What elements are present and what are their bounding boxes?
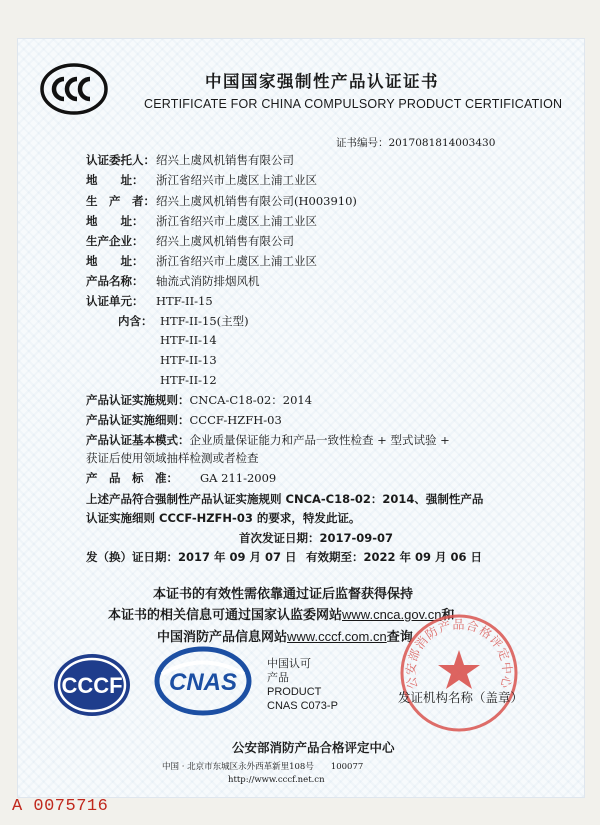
accreditation-line-4: CNAS C073-P — [267, 700, 338, 712]
factory-value: 绍兴上虞风机销售有限公司 — [156, 234, 294, 248]
rules-value: CNCA-C18-02：2014 — [189, 393, 313, 407]
cccf-website-link[interactable]: www.cccf.com.cn — [287, 629, 387, 644]
first-issue-date: 首次发证日期：2017-09-07 — [239, 531, 394, 545]
ccc-logo-icon — [40, 63, 108, 115]
manufacturer-row — [86, 193, 357, 209]
unit-value: HTF-II-15 — [156, 294, 213, 308]
standard-label: 产 品 标 准： — [86, 471, 178, 485]
rules-row — [86, 392, 312, 408]
cccf-logo-icon — [52, 652, 132, 718]
address1-value: 浙江省绍兴市上虞区上浦工业区 — [156, 173, 317, 187]
address2-label: 地 址： — [86, 214, 144, 228]
address3-label: 地 址： — [86, 254, 144, 268]
contains-item: HTF-II-14 — [160, 333, 217, 347]
notice-line-3-suffix: 查询 — [386, 630, 413, 645]
address3-row — [86, 253, 317, 269]
contains-item: HTF-II-15(主型) — [160, 314, 249, 328]
mode-value-continued: 获证后使用领域抽样检测或者检查 — [86, 451, 259, 465]
serial-number: A 0075716 — [12, 797, 109, 816]
issuer-signature-label: 发证机构名称（盖章） — [398, 690, 524, 705]
mode-value: 企业质量保证能力和产品一致性检查 + 型式试验 + — [189, 433, 450, 447]
address1-row — [86, 172, 317, 188]
mode-label: 产品认证基本模式： — [86, 433, 190, 447]
product-label: 产品名称： — [86, 274, 144, 288]
certificate-number: 证书编号：2017081814003430 — [336, 137, 496, 149]
standard-value: GA 211-2009 — [200, 471, 277, 485]
notice-line-2-suffix: 和 — [441, 608, 455, 623]
seal-text: 公安部消防产品合格评定中心 — [403, 617, 515, 691]
statement-line-2: 认证实施细则 CCCF-HZFH-03 的要求，特发此证。 — [86, 511, 361, 525]
details-value: CCCF-HZFH-03 — [189, 413, 282, 427]
issue-date: 发（换）证日期：2017 年 09 月 07 日 — [86, 550, 297, 564]
notice-line-3-prefix: 中国消防产品信息网站 — [157, 630, 288, 645]
certificate-title-en: CERTIFICATE FOR CHINA COMPULSORY PRODUCT CERTIFICATION — [144, 97, 563, 111]
contains-label: 内含： — [118, 314, 153, 328]
address2-value: 浙江省绍兴市上虞区上浦工业区 — [156, 214, 317, 228]
product-value: 轴流式消防排烟风机 — [156, 274, 260, 288]
factory-label: 生产企业： — [86, 234, 144, 248]
accreditation-line-2: 产品 — [267, 672, 289, 684]
factory-row — [86, 233, 294, 249]
details-row — [86, 412, 282, 428]
unit-label: 认证单元： — [86, 294, 144, 308]
accreditation-line-3: PRODUCT — [267, 686, 322, 698]
manufacturer-value: 绍兴上虞风机销售有限公司(H003910) — [156, 194, 357, 208]
accreditation-block — [267, 657, 338, 713]
official-seal-stamp — [398, 612, 520, 734]
accreditation-line-1: 中国认可 — [267, 658, 311, 670]
expiry-date: 有效期至：2022 年 09 月 06 日 — [306, 550, 483, 564]
cnas-logo-icon — [154, 646, 252, 716]
issuing-center-name: 公安部消防产品合格评定中心 — [232, 740, 395, 755]
applicant-row — [86, 152, 294, 168]
address3-value: 浙江省绍兴市上虞区上浦工业区 — [156, 254, 317, 268]
mode-row — [86, 432, 450, 448]
details-label: 产品认证实施细则： — [86, 413, 190, 427]
contains-item: HTF-II-12 — [160, 373, 217, 387]
product-row — [86, 273, 260, 289]
rules-label: 产品认证实施规则： — [86, 393, 190, 407]
cnas-logo-text: CNAS — [168, 669, 238, 696]
notice-line-2-prefix: 本证书的相关信息可通过国家认监委网站 — [108, 608, 343, 623]
address1-label: 地 址： — [86, 173, 144, 187]
statement-line-1: 上述产品符合强制性产品认证实施规则 CNCA-C18-02：2014、强制性产品 — [86, 492, 484, 506]
address2-row — [86, 213, 317, 229]
issuing-center-website[interactable]: http://www.cccf.net.cn — [228, 775, 325, 785]
standard-row — [86, 470, 276, 486]
certificate-title-cn: 中国国家强制性产品认证证书 — [205, 72, 439, 91]
contains-item: HTF-II-13 — [160, 353, 217, 367]
unit-row — [86, 293, 213, 309]
manufacturer-label: 生 产 者： — [86, 194, 155, 208]
notice-line-3 — [157, 626, 413, 645]
cccf-logo-text: CCCF — [61, 673, 123, 698]
issuing-center-address: 中国 · 北京市东城区永外西革新里108号 100077 — [162, 762, 364, 772]
notice-line-1: 本证书的有效性需依靠通过证后监督获得保持 — [153, 587, 414, 602]
applicant-label: 认证委托人： — [86, 153, 155, 167]
contains-row — [118, 313, 249, 329]
applicant-value: 绍兴上虞风机销售有限公司 — [156, 153, 294, 167]
cnca-website-link[interactable]: www.cnca.gov.cn — [342, 607, 442, 622]
